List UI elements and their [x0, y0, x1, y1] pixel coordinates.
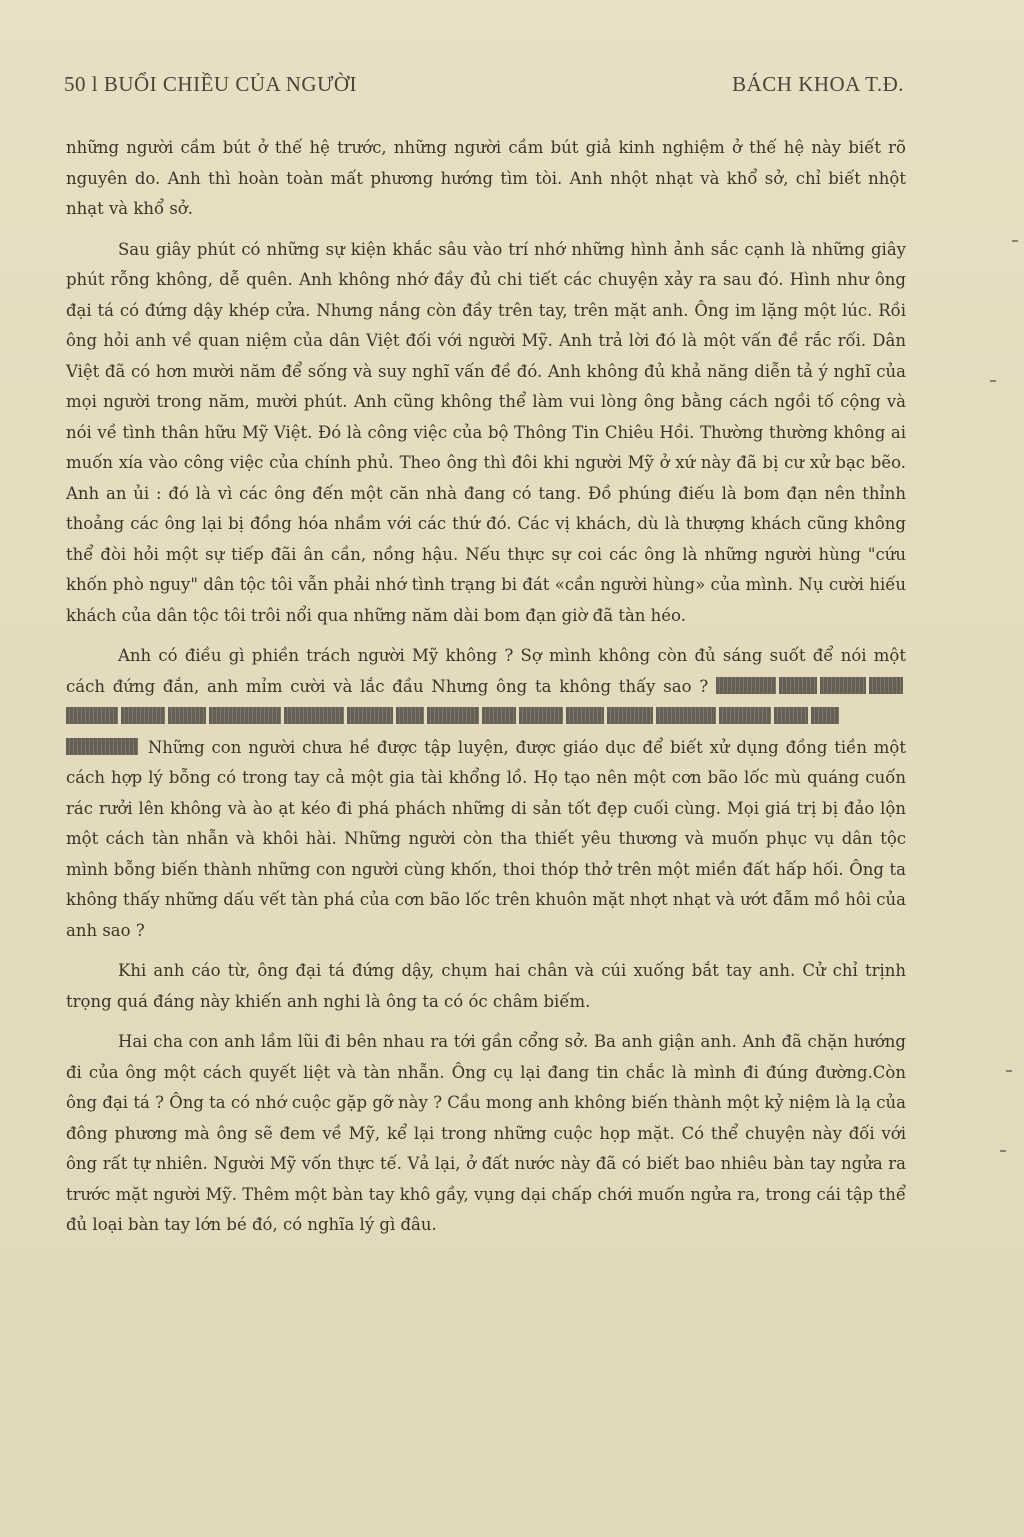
body-text	[66, 133, 906, 1251]
paragraph-3	[66, 641, 906, 946]
censored-block	[607, 707, 653, 724]
censored-block	[347, 707, 393, 724]
paragraph-3-text-after: Những con người chưa hề được tập luyện, được giáo dục để biết xử dụng đồng tiền một cách hợp lý bỗng có trong tay cả một gia tài khổng lồ. Họ tạo nên một cơn bão lốc mù quáng cuốn rác rưởi lên không và ào ạt kéo đi phá phách những di sản tốt đẹp cuối cùng. Mọi giá trị bị đảo lộn một cách tàn nhẫn và khôi hài. Những người còn tha thiết yêu thương và muốn phục vụ dân tộc mình bỗng biến thành những con người cùng khốn, thoi thóp thở trên một miền đất hấp hối. Ông ta không thấy những dấu vết tàn phá của cơn bão lốc trên khuôn mặt nhợt nhạt và ướt đẫm mồ hôi của anh sao ?	[66, 737, 906, 940]
header-publication: BÁCH KHOA T.Đ.	[732, 72, 904, 96]
header-page-title: 50 l BUỔI CHIỀU CỦA NGƯỜI	[64, 72, 358, 96]
censored-block	[66, 738, 138, 755]
censored-block	[779, 677, 817, 694]
censored-block	[774, 707, 808, 724]
censored-block	[820, 677, 866, 694]
censored-block	[482, 707, 516, 724]
edge-speck	[1012, 240, 1018, 242]
censored-block	[519, 707, 563, 724]
censored-block	[168, 707, 206, 724]
censored-block	[716, 677, 776, 694]
censored-block	[811, 707, 839, 724]
censored-block	[66, 707, 118, 724]
censored-block	[121, 707, 165, 724]
censored-block	[427, 707, 479, 724]
censored-block	[656, 707, 716, 724]
censored-block	[396, 707, 424, 724]
edge-speck	[990, 380, 996, 382]
paragraph-5: Hai cha con anh lầm lũi đi bên nhau ra tới gần cổng sở. Ba anh giận anh. Anh đã chặn hướng đi của ông một cách quyết liệt và tàn nhẫn. Ông cụ lại đang tin chắc là mình đi đúng đường.Còn ông đại tá ? Ông ta có nhớ cuộc gặp gỡ này ? Cầu mong anh không biến thành một kỷ niệm là lạ của đông phương mà ông sẽ đem về Mỹ, kể lại trong những cuộc họp mặt. Có thể chuyện này đối với ông rất tự nhiên. Người Mỹ vốn thực tế. Vả lại, ở đất nước này đã có biết bao nhiêu bàn tay ngửa ra trước mặt người Mỹ. Thêm một bàn tay khô gầy, vụng dại chấp chới muốn ngửa ra, trong cái tập thể đủ loại bàn tay lớn bé đó, có nghĩa lý gì đâu.	[66, 1032, 906, 1234]
censored-block	[209, 707, 281, 724]
censored-block	[719, 707, 771, 724]
censored-block	[284, 707, 344, 724]
paragraph-1: những người cầm bút ở thế hệ trước, những người cầm bút giả kinh nghiệm ở thế hệ này biết rõ nguyên do. Anh thì hoàn toàn mất phương hướng tìm tòi. Anh nhột nhạt và khổ sở, chỉ biết nhột nhạt và khổ sở.	[66, 138, 906, 218]
edge-speck	[1000, 1150, 1006, 1152]
censored-block	[869, 677, 903, 694]
paragraph-3-text-before: Anh có điều gì phiền trách người Mỹ không ? Sợ mình không còn đủ sáng suốt để nói một cách đứng đắn, anh mỉm cười và lắc đầu Nhưng ông ta không thấy sao ?	[66, 646, 906, 696]
paragraph-4: Khi anh cáo từ, ông đại tá đứng dậy, chụm hai chân và cúi xuống bắt tay anh. Cử chỉ trịnh trọng quá đáng này khiến anh nghi là ông ta có óc châm biếm.	[66, 961, 906, 1011]
paragraph-2: Sau giây phút có những sự kiện khắc sâu vào trí nhớ những hình ảnh sắc cạnh là những giây phút rỗng không, dễ quên. Anh không nhớ đầy đủ chi tiết các chuyện xảy ra sau đó. Hình như ông đại tá có đứng dậy khép cửa. Nhưng nắng còn đầy trên tay, trên mặt anh. Ông im lặng một lúc. Rồi ông hỏi anh về quan niệm của dân Việt đối với người Mỹ. Anh trả lời đó là một vấn đề rắc rối. Dân Việt đã có hơn mười năm để sống và suy nghĩ vấn đề đó. Anh không đủ khả năng diễn tả ý nghĩ của mọi người trong năm, mười phút. Anh cũng không thể làm vui lòng ông bằng cách ngồi tố cộng và nói về tình thân hữu Mỹ Việt. Đó là công việc của bộ Thông Tin Chiêu Hồi. Thường thường không ai muốn xía vào công việc của chính phủ. Theo ông thì đôi khi người Mỹ ở xứ này đã bị cư xử bạc bẽo. Anh an ủi : đó là vì các ông đến một căn nhà đang có tang. Đồ phúng điếu là bom đạn nên thỉnh thoảng các ông lại bị đồng hóa nhầm với các thứ đó. Các vị khách, dù là thượng khách cũng không thể đòi hỏi một sự tiếp đãi ân cần, nồng hậu. Nếu thực sự coi các ông là những người hùng "cứu khốn phò nguy" dân tộc tôi vẫn phải nhớ tình trạng bi đát «cần người hùng» của mình. Nụ cười hiếu khách của dân tộc tôi trôi nổi qua những năm dài bom đạn giờ đã tàn héo.	[66, 239, 906, 625]
censored-block	[566, 707, 604, 724]
edge-speck	[1006, 1070, 1012, 1072]
